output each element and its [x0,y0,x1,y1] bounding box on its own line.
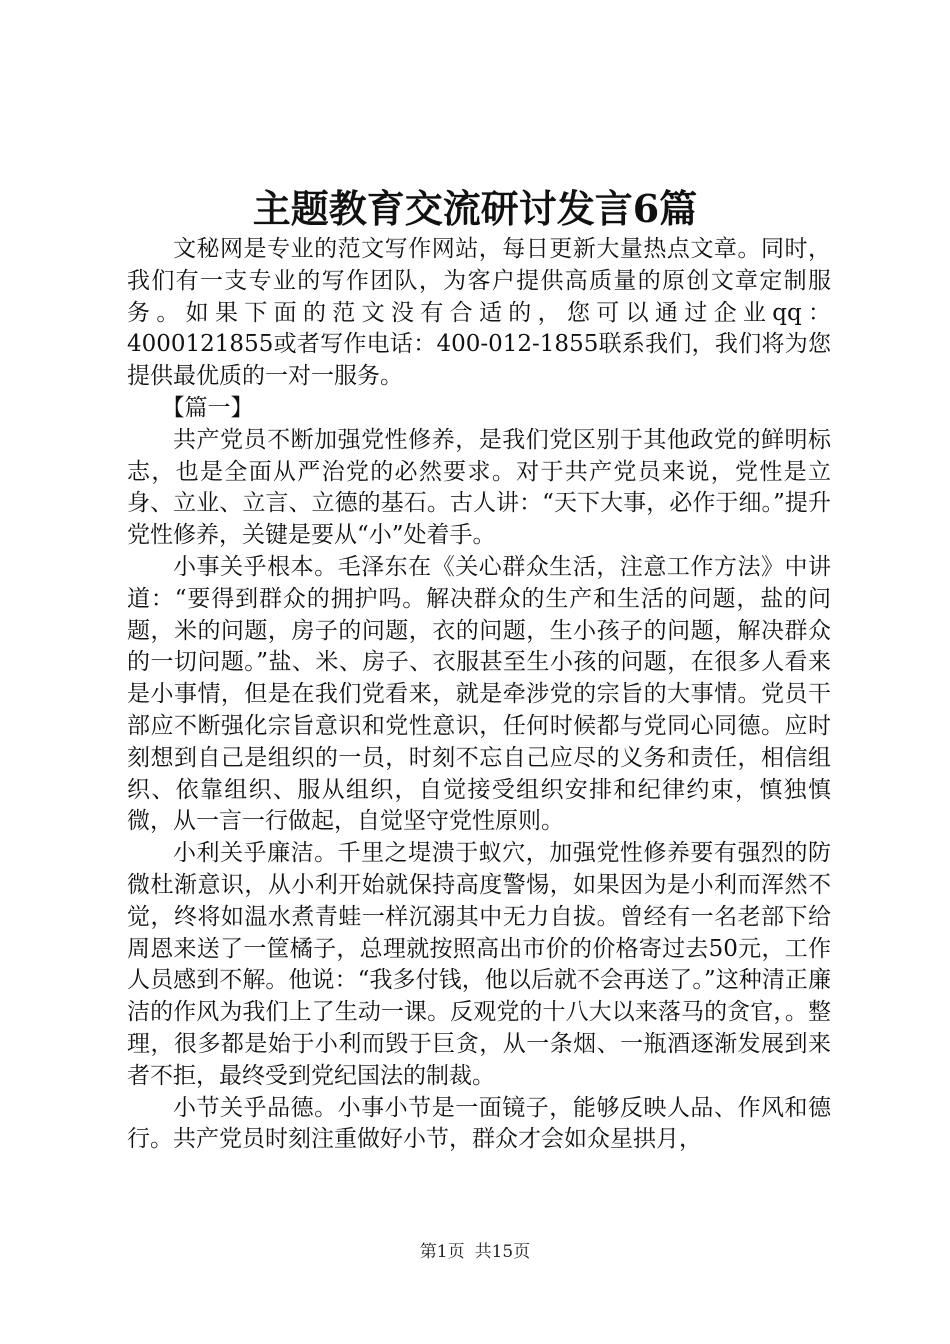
document-body [127,234,831,1156]
page-footer [0,1240,950,1264]
body-paragraph: 小利关乎廉洁。千里之堤溃于蚁穴，加强党性修养要有强烈的防微杜渐意识，从小利开始就保持高度警惕，如果因为是小利而浑然不觉，终将如温水煮青蛙一样沉溺其中无力自拔。曾经有一名老部下给周恩来送了一筐橘子，总理就按照高出市价的价格寄过去50元，工作人员感到不解。他说：“我多付钱，他以后就不会再送了。”这种清正廉洁的作风为我们上了生动一课。反观党的十八大以来落马的贪官，。整理，很多都是始于小利而毁于巨贪，从一条烟、一瓶酒逐渐发展到来者不拒，最终受到党纪国法的制裁。 [127,840,831,1089]
page-number: 第1页 [419,1242,465,1262]
page-total: 共15页 [474,1242,531,1262]
body-paragraph: 小节关乎品德。小事小节是一面镜子，能够反映人品、作风和德行。共产党员时刻注重做好小节，群众才会如众星拱月， [127,1094,831,1153]
body-paragraph: 小事关乎根本。毛泽东在《关心群众生活，注意工作方法》中讲道：“要得到群众的拥护吗。解决群众的生产和生活的问题，盐的问题，米的问题，房子的问题，衣的问题，生小孩子的问题，解决群众的一切问题。”盐、米、房子、衣服甚至生小孩的问题，在很多人看来是小事情，但是在我们党看来，就是牵涉党的宗旨的大事情。党员干部应不断强化宗旨意识和党性意识，任何时候都与党同心同德。应时刻想到自己是组织的一员，时刻不忘自己应尽的义务和责任，相信组织、依靠组织、服从组织，自觉接受组织安排和纪律约束，慎独慎微，从一言一行做起，自觉坚守党性原则。 [127,553,831,835]
intro-paragraph: 文秘网是专业的范文写作网站，每日更新大量热点文章。同时，我们有一支专业的写作团队，为客户提供高质量的原创文章定制服务。如果下面的范文没有合适的，您可以通过企业qq：4000121855或者写作电话：400-012-1855联系我们，我们将为您提供最优质的一对一服务。 [127,236,831,390]
section-heading: 【篇一】 [161,394,254,421]
document-title: 主题教育交流研讨发言6篇 [252,186,698,231]
body-paragraph: 共产党员不断加强党性修养，是我们党区别于其他政党的鲜明标志，也是全面从严治党的必然要求。对于共产党员来说，党性是立身、立业、立言、立德的基石。古人讲：“天下大事，必作于细。”提升党性修养，关键是要从“小”处着手。 [127,426,831,549]
